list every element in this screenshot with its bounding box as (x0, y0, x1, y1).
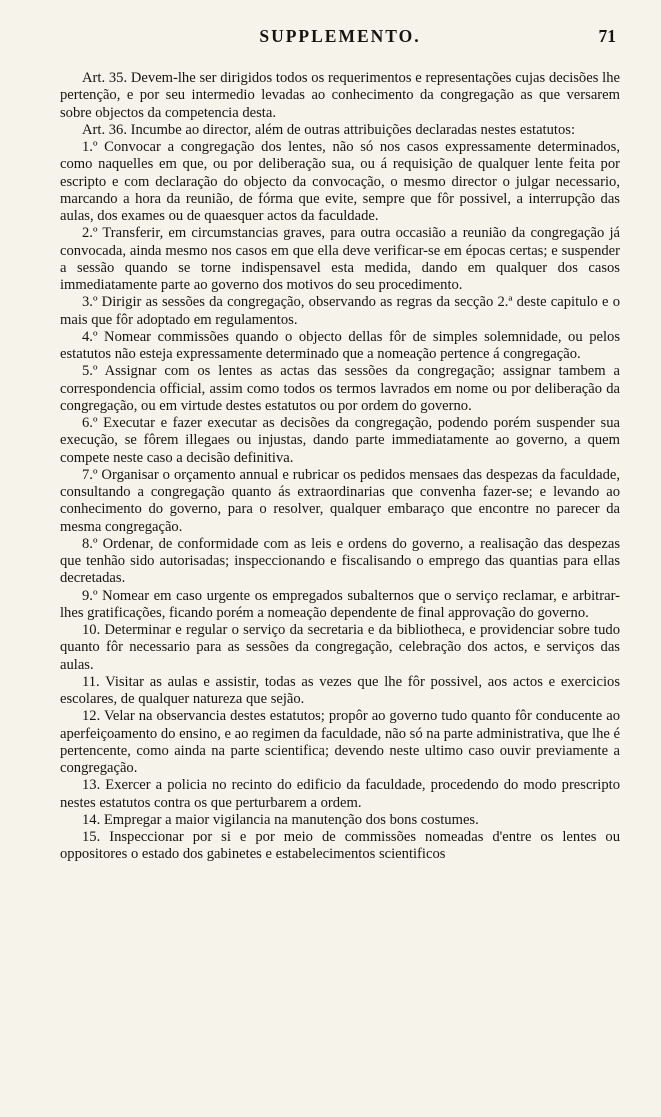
item-5: 5.º Assignar com os lentes as actas das sessões da congregação; assignar tambem a correspondencia official, assim como todos os termos lavrados em nome ou por deliberação da congregação, ou em virtude destes estatutos ou por ordem do governo. (60, 363, 620, 414)
item-7: 7.º Organisar o orçamento annual e rubricar os pedidos mensaes das despezas da faculdade, consultando a congregação quanto ás extraordinarias que convenha fazer-se; e levando ao conhecimento do governo, para o resolver, qualquer embaraço que encontre no parecer da mesma congregação. (60, 466, 620, 535)
body-text (60, 70, 620, 864)
item-9: 9.º Nomear em caso urgente os empregados subalternos que o serviço reclamar, e arbitrar-lhes gratificações, ficando porém a nomeação dependente de final approvação do governo. (60, 587, 620, 621)
running-title: SUPPLEMENTO. (259, 26, 421, 46)
item-8: 8.º Ordenar, de conformidade com as leis e ordens do governo, a realisação das despezas que tenhão sido autorisadas; inspeccionando e fiscalisando o emprego das quantias para ellas decretadas. (60, 535, 620, 587)
item-2: 2.º Transferir, em circumstancias graves, para outra occasião a reunião da congregação já convocada, ainda mesmo nos casos em que ella deve verificar-se em épocas certas; e suspender a sessão quando se torne indispensavel esta medida, dando em qualquer dos casos immediatamente parte ao governo dos motivos do seu procedimento. (60, 225, 620, 293)
item-3: 3.º Dirigir as sessões da congregação, observando as regras da secção 2.ª deste capitulo e o mais que fôr adoptado em regulamentos. (60, 294, 620, 328)
item-1: 1.º Convocar a congregação dos lentes, não só nos casos expressamente determinados, como naquelles em que, ou por deliberação sua, ou á requisição de qualquer lente feita por escripto e com declaração do objecto da convocação, o mesmo director o julgar necessario, marcando a hora da reunião, de fórma que evite, sempre que fôr possivel, a interrupção das aulas, dos exames ou de quaesquer actos da faculdade. (60, 139, 620, 224)
page-header (64, 26, 616, 60)
item-12: 12. Velar na observancia destes estatutos; propôr ao governo tudo quanto fôr conducente ao aperfeiçoamento do ensino, e ao regimen da faculdade, não só na parte administrativa, que lhe é pertencente, como ainda na parte scientifica; devendo neste ultimo caso ouvir previamente a congregação. (60, 708, 621, 776)
item-4: 4.º Nomear commissões quando o objecto dellas fôr de simples solemnidade, ou pelos estatutos não esteja expressamente determinado que a nomeação pertence á congregação. (60, 328, 620, 362)
paragraph-art-35: Art. 35. Devem-lhe ser dirigidos todos os requerimentos e representações cujas decisões lhe pertenção, e por seu intermedio levadas ao conhecimento da congregação as que versarem sobre objectos da competencia desta. (60, 70, 620, 121)
item-14: 14. Empregar a maior vigilancia na manutenção dos bons costumes. (82, 811, 479, 828)
page-number: 71 (598, 26, 616, 46)
item-13: 13. Exercer a policia no recinto do edificio da faculdade, procedendo do modo prescripto nestes estatutos contra os que perturbarem a ordem. (60, 777, 620, 811)
item-10: 10. Determinar e regular o serviço da secretaria e da bibliotheca, e providenciar sobre tudo quanto fôr necessario para as sessões da congregação, celebração dos actos, e serviços das aulas. (60, 622, 620, 673)
paragraph-art-36: Art. 36. Incumbe ao director, além de outras attribuições declaradas nestes estatutos: (82, 121, 575, 138)
item-6: 6.º Executar e fazer executar as decisões da congregação, podendo porém suspender sua execução, se fôrem illegaes ou injustas, dando parte immediatamente ao governo, a quem compete neste caso a decisão definitiva. (60, 415, 620, 466)
item-15: 15. Inspeccionar por si e por meio de commissões nomeadas d'entre os lentes ou oppositores o estado dos gabinetes e estabelecimentos scientificos (60, 829, 620, 863)
item-11: 11. Visitar as aulas e assistir, todas as vezes que lhe fôr possivel, aos actos e exercicios escolares, de qualquer natureza que sejão. (60, 673, 620, 707)
